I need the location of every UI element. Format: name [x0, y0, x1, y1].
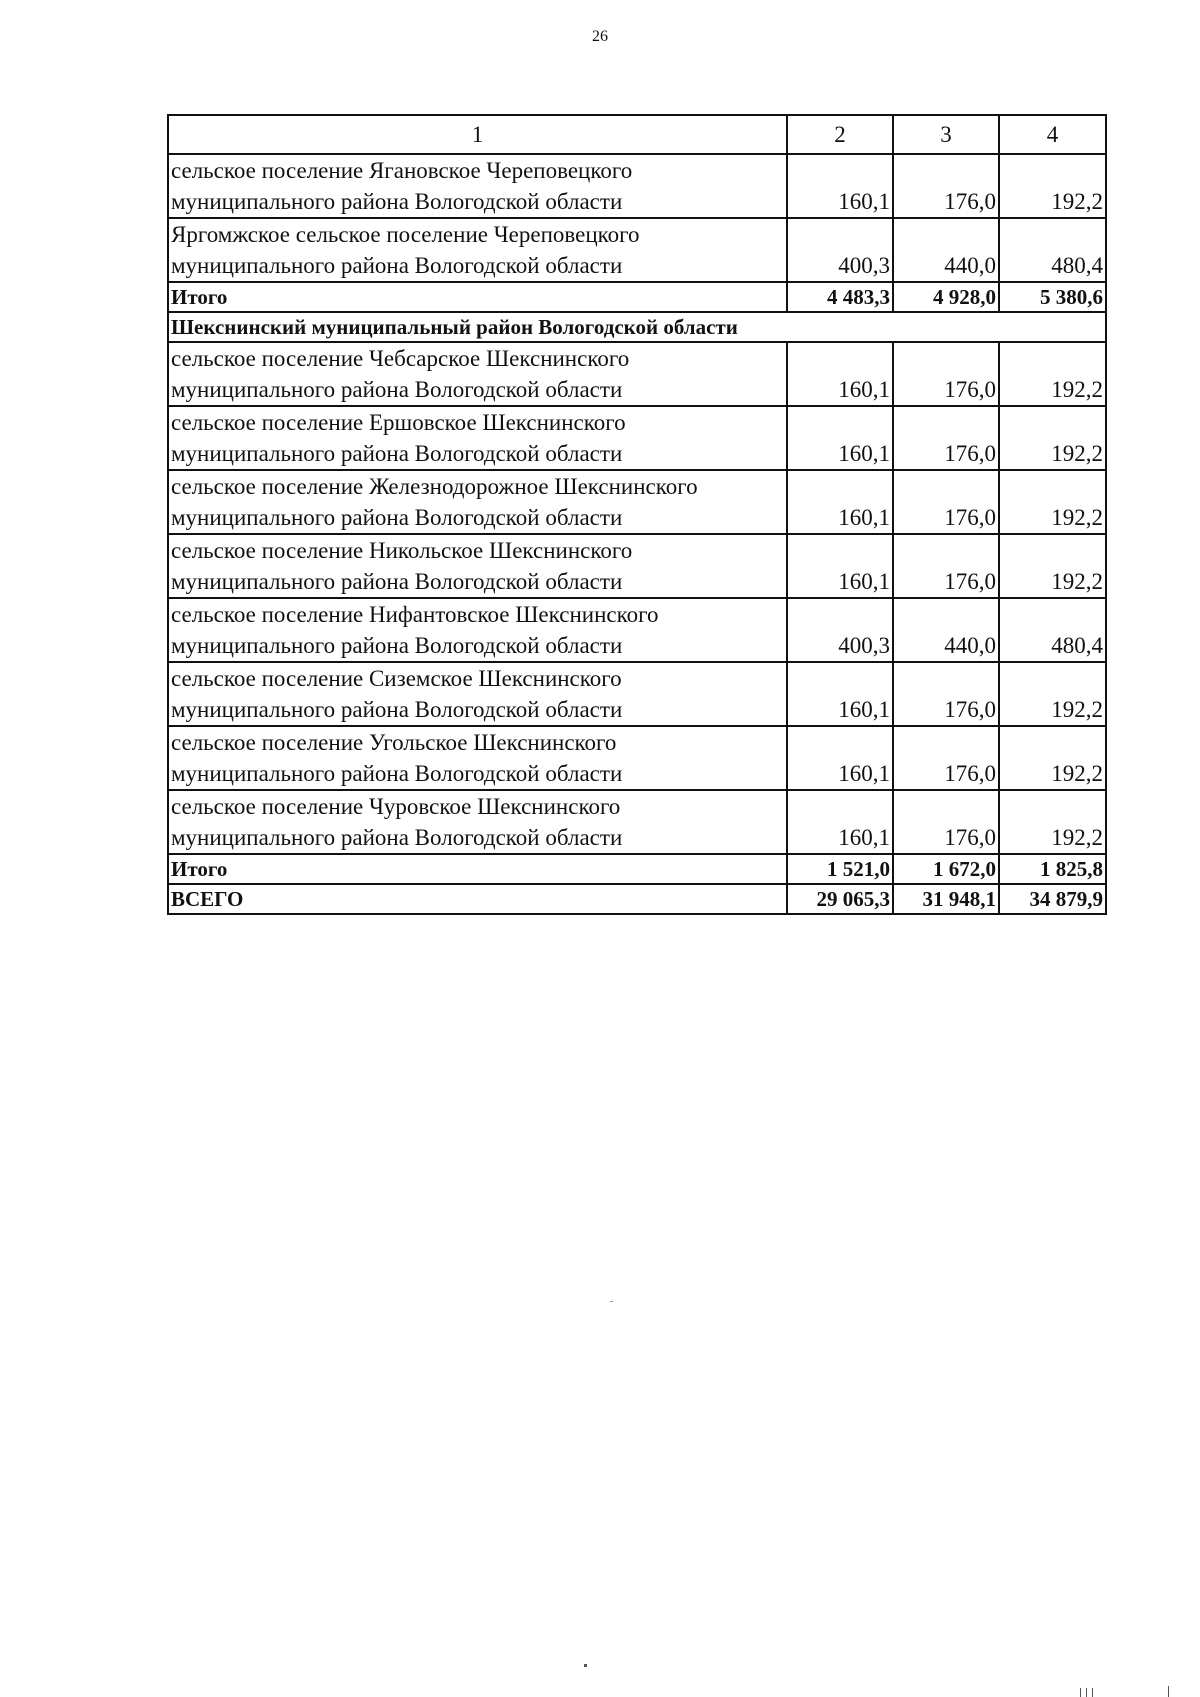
value-cell-v2: 160,1	[787, 470, 893, 534]
value-cell-v2: 160,1	[787, 662, 893, 726]
table-row	[168, 598, 1106, 662]
value-cell-v2: 160,1	[787, 534, 893, 598]
value-cell-v3: 176,0	[893, 470, 999, 534]
value-cell-v2: 160,1	[787, 154, 893, 218]
total-row	[168, 854, 1106, 884]
value-cell-v4: 192,2	[999, 726, 1106, 790]
value-cell-v3: 176,0	[893, 342, 999, 406]
settlement-name: Яргомжское сельское поселение Череповецкого муниципального района Вологодской области	[168, 218, 787, 282]
value-cell-v3: 440,0	[893, 218, 999, 282]
column-header: 3	[893, 115, 999, 154]
table-row	[168, 726, 1106, 790]
value-cell-v2: 400,3	[787, 218, 893, 282]
value-cell-v4: 192,2	[999, 406, 1106, 470]
settlement-name: сельское поселение Угольское Шекснинского муниципального района Вологодской области	[168, 726, 787, 790]
district-name: Шекснинский муниципальный район Вологодской области	[168, 312, 1106, 342]
value-cell-v4: 192,2	[999, 342, 1106, 406]
value-cell-v4: 192,2	[999, 470, 1106, 534]
table-row	[168, 342, 1106, 406]
value-cell-v3: 440,0	[893, 598, 999, 662]
value-cell-v4: 192,2	[999, 790, 1106, 854]
scan-artifact	[1092, 1688, 1093, 1697]
value-cell-v3: 176,0	[893, 406, 999, 470]
value-cell-v4: 34 879,9	[999, 884, 1106, 914]
value-cell-v2: 400,3	[787, 598, 893, 662]
table-row	[168, 470, 1106, 534]
settlement-name: сельское поселение Чуровское Шекснинского муниципального района Вологодской области	[168, 790, 787, 854]
table-row	[168, 218, 1106, 282]
value-cell-v3: 31 948,1	[893, 884, 999, 914]
value-cell-v4: 1 825,8	[999, 854, 1106, 884]
value-cell-v4: 192,2	[999, 534, 1106, 598]
scan-artifact	[1080, 1688, 1081, 1697]
value-cell-v2: 160,1	[787, 790, 893, 854]
scan-artifact	[1168, 1686, 1169, 1697]
scan-artifact	[1086, 1688, 1087, 1697]
table-body	[168, 154, 1106, 914]
table-row	[168, 534, 1106, 598]
settlement-name: сельское поселение Ягановское Череповецкого муниципального района Вологодской области	[168, 154, 787, 218]
total-row	[168, 282, 1106, 312]
scan-artifact	[610, 1301, 613, 1302]
value-cell-v4: 480,4	[999, 218, 1106, 282]
column-header: 4	[999, 115, 1106, 154]
settlement-name: сельское поселение Нифантовское Шекснинского муниципального района Вологодской области	[168, 598, 787, 662]
total-row	[168, 884, 1106, 914]
value-cell-v3: 176,0	[893, 534, 999, 598]
table-header-row	[168, 115, 1106, 154]
value-cell-v2: 160,1	[787, 342, 893, 406]
value-cell-v3: 176,0	[893, 790, 999, 854]
settlement-name: сельское поселение Никольское Шекснинского муниципального района Вологодской области	[168, 534, 787, 598]
table-row	[168, 790, 1106, 854]
table-row	[168, 154, 1106, 218]
column-header: 1	[168, 115, 787, 154]
page-number: 26	[592, 28, 608, 45]
settlement-name: сельское поселение Чебсарское Шекснинского муниципального района Вологодской области	[168, 342, 787, 406]
settlement-name: сельское поселение Сиземское Шекснинского муниципального района Вологодской области	[168, 662, 787, 726]
value-cell-v3: 4 928,0	[893, 282, 999, 312]
total-label: Итого	[168, 854, 787, 884]
value-cell-v2: 160,1	[787, 406, 893, 470]
value-cell-v2: 160,1	[787, 726, 893, 790]
table-row	[168, 406, 1106, 470]
value-cell-v4: 480,4	[999, 598, 1106, 662]
value-cell-v3: 176,0	[893, 662, 999, 726]
value-cell-v2: 4 483,3	[787, 282, 893, 312]
value-cell-v4: 192,2	[999, 154, 1106, 218]
value-cell-v3: 176,0	[893, 154, 999, 218]
value-cell-v4: 5 380,6	[999, 282, 1106, 312]
value-cell-v4: 192,2	[999, 662, 1106, 726]
budget-table	[167, 114, 1107, 915]
settlement-name: сельское поселение Железнодорожное Шекснинского муниципального района Вологодской области	[168, 470, 787, 534]
scan-artifact	[584, 1664, 587, 1667]
value-cell-v2: 1 521,0	[787, 854, 893, 884]
column-header: 2	[787, 115, 893, 154]
settlement-name: сельское поселение Ершовское Шекснинского муниципального района Вологодской области	[168, 406, 787, 470]
value-cell-v2: 29 065,3	[787, 884, 893, 914]
total-label: Итого	[168, 282, 787, 312]
value-cell-v3: 1 672,0	[893, 854, 999, 884]
total-label: ВСЕГО	[168, 884, 787, 914]
table-row	[168, 662, 1106, 726]
value-cell-v3: 176,0	[893, 726, 999, 790]
district-header-row	[168, 312, 1106, 342]
